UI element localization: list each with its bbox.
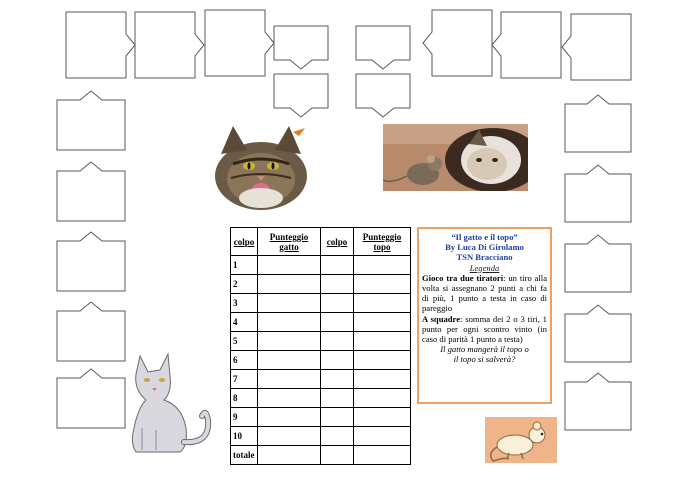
shot-number: 9 — [231, 408, 258, 427]
cat-score-cell[interactable] — [258, 256, 321, 275]
score-row — [231, 256, 411, 275]
header-punteggio-topo: Punteggio topo — [354, 228, 411, 256]
track-box-right-2 — [565, 165, 631, 222]
mouse-score-cell[interactable] — [354, 408, 411, 427]
track-box-top-right-3 — [562, 14, 631, 80]
rule2-text: : somma dei 2 o 3 tiri, 1 punto per ogni scontro vinto (in caso di parità 1 punto a testa) — [422, 313, 547, 345]
track-box-right-5 — [565, 373, 631, 430]
track-box-top-left-1 — [66, 12, 135, 78]
shot-number: totale — [231, 446, 258, 465]
track-box-top-left-2 — [135, 12, 204, 78]
rule2-label: A squadre — [422, 313, 461, 324]
mouse-score-cell[interactable] — [354, 389, 411, 408]
shot-number: 1 — [231, 256, 258, 275]
header-colpo-topo: colpo — [321, 228, 354, 256]
legend-box — [417, 227, 552, 404]
mouse-drawing — [485, 417, 557, 463]
shot-number: 3 — [231, 294, 258, 313]
rule1-text: : un tiro alla volta si assegnano 2 punti a chi fa di più, 1 punto a testa in caso di pareggio — [422, 272, 548, 314]
score-row — [231, 275, 411, 294]
score-row — [231, 294, 411, 313]
author-line: By Luca Di Girolamo — [445, 242, 524, 253]
mouse-shot-cell[interactable] — [321, 389, 354, 408]
closing-line-1: Il gatto mangerà il topo o — [440, 344, 529, 355]
score-row — [231, 408, 411, 427]
cat-score-cell[interactable] — [258, 446, 321, 465]
rule1-label: Gioco tra due tiratori — [422, 272, 504, 283]
shot-number: 2 — [231, 275, 258, 294]
mouse-shot-cell[interactable] — [321, 294, 354, 313]
cat-face-photo — [213, 124, 309, 210]
mouse-score-cell[interactable] — [354, 313, 411, 332]
header-colpo-gatto: colpo — [231, 228, 258, 256]
cat-score-cell[interactable] — [258, 370, 321, 389]
cat-score-cell[interactable] — [258, 313, 321, 332]
cat-score-cell[interactable] — [258, 427, 321, 446]
track-box-down-left-1 — [274, 26, 328, 69]
track-box-down-right-1 — [356, 26, 410, 69]
closing-line-2: il topo si salverà? — [453, 354, 516, 365]
cat-score-cell[interactable] — [258, 351, 321, 370]
mouse-shot-cell[interactable] — [321, 332, 354, 351]
track-box-right-3 — [565, 235, 631, 292]
legend-heading: Legenda — [469, 262, 500, 273]
score-row — [231, 313, 411, 332]
track-box-right-1 — [565, 95, 631, 152]
mouse-shot-cell[interactable] — [321, 313, 354, 332]
score-row — [231, 332, 411, 351]
mouse-shot-cell[interactable] — [321, 446, 354, 465]
shot-number: 10 — [231, 427, 258, 446]
mouse-score-cell[interactable] — [354, 294, 411, 313]
score-table-body — [231, 256, 411, 465]
shot-number: 7 — [231, 370, 258, 389]
track-box-down-right-2 — [356, 74, 410, 117]
track-box-top-left-3 — [205, 10, 274, 76]
mouse-score-cell[interactable] — [354, 370, 411, 389]
mouse-shot-cell[interactable] — [321, 370, 354, 389]
score-row — [231, 389, 411, 408]
header-punteggio-gatto: Punteggio gatto — [258, 228, 321, 256]
mouse-shot-cell[interactable] — [321, 351, 354, 370]
mouse-shot-cell[interactable] — [321, 408, 354, 427]
track-box-down-left-2 — [274, 74, 328, 117]
track-box-top-right-2 — [492, 12, 561, 78]
shot-number: 4 — [231, 313, 258, 332]
track-box-left-5 — [57, 91, 125, 150]
score-row — [231, 446, 411, 465]
game-title: “Il gatto e il topo” — [451, 232, 518, 242]
mouse-score-cell[interactable] — [354, 351, 411, 370]
shot-number: 8 — [231, 389, 258, 408]
mouse-shot-cell[interactable] — [321, 275, 354, 294]
score-table-header — [231, 228, 411, 256]
cat-score-cell[interactable] — [258, 389, 321, 408]
track-box-left-1 — [57, 369, 125, 428]
cat-score-cell[interactable] — [258, 332, 321, 351]
track-box-right-4 — [565, 305, 631, 362]
rule-two-shooters — [422, 273, 547, 314]
track-box-top-right-1 — [423, 10, 492, 76]
score-row — [231, 370, 411, 389]
track-box-left-2 — [57, 302, 125, 361]
cat-score-cell[interactable] — [258, 408, 321, 427]
mouse-shot-cell[interactable] — [321, 427, 354, 446]
rule-teams — [422, 314, 547, 345]
cat-score-cell[interactable] — [258, 275, 321, 294]
mouse-shot-cell[interactable] — [321, 256, 354, 275]
sitting-cat-drawing — [126, 348, 214, 456]
shot-number: 5 — [231, 332, 258, 351]
mouse-score-cell[interactable] — [354, 256, 411, 275]
club-line: TSN Bracciano — [456, 252, 513, 263]
track-box-left-4 — [57, 162, 125, 221]
mouse-score-cell[interactable] — [354, 427, 411, 446]
cat-score-cell[interactable] — [258, 294, 321, 313]
score-row — [231, 351, 411, 370]
mouse-score-cell[interactable] — [354, 446, 411, 465]
score-row — [231, 427, 411, 446]
cat-and-mouse-photo — [383, 124, 528, 191]
shot-number: 6 — [231, 351, 258, 370]
track-box-left-3 — [57, 232, 125, 291]
mouse-score-cell[interactable] — [354, 275, 411, 294]
score-table — [230, 227, 411, 465]
mouse-score-cell[interactable] — [354, 332, 411, 351]
